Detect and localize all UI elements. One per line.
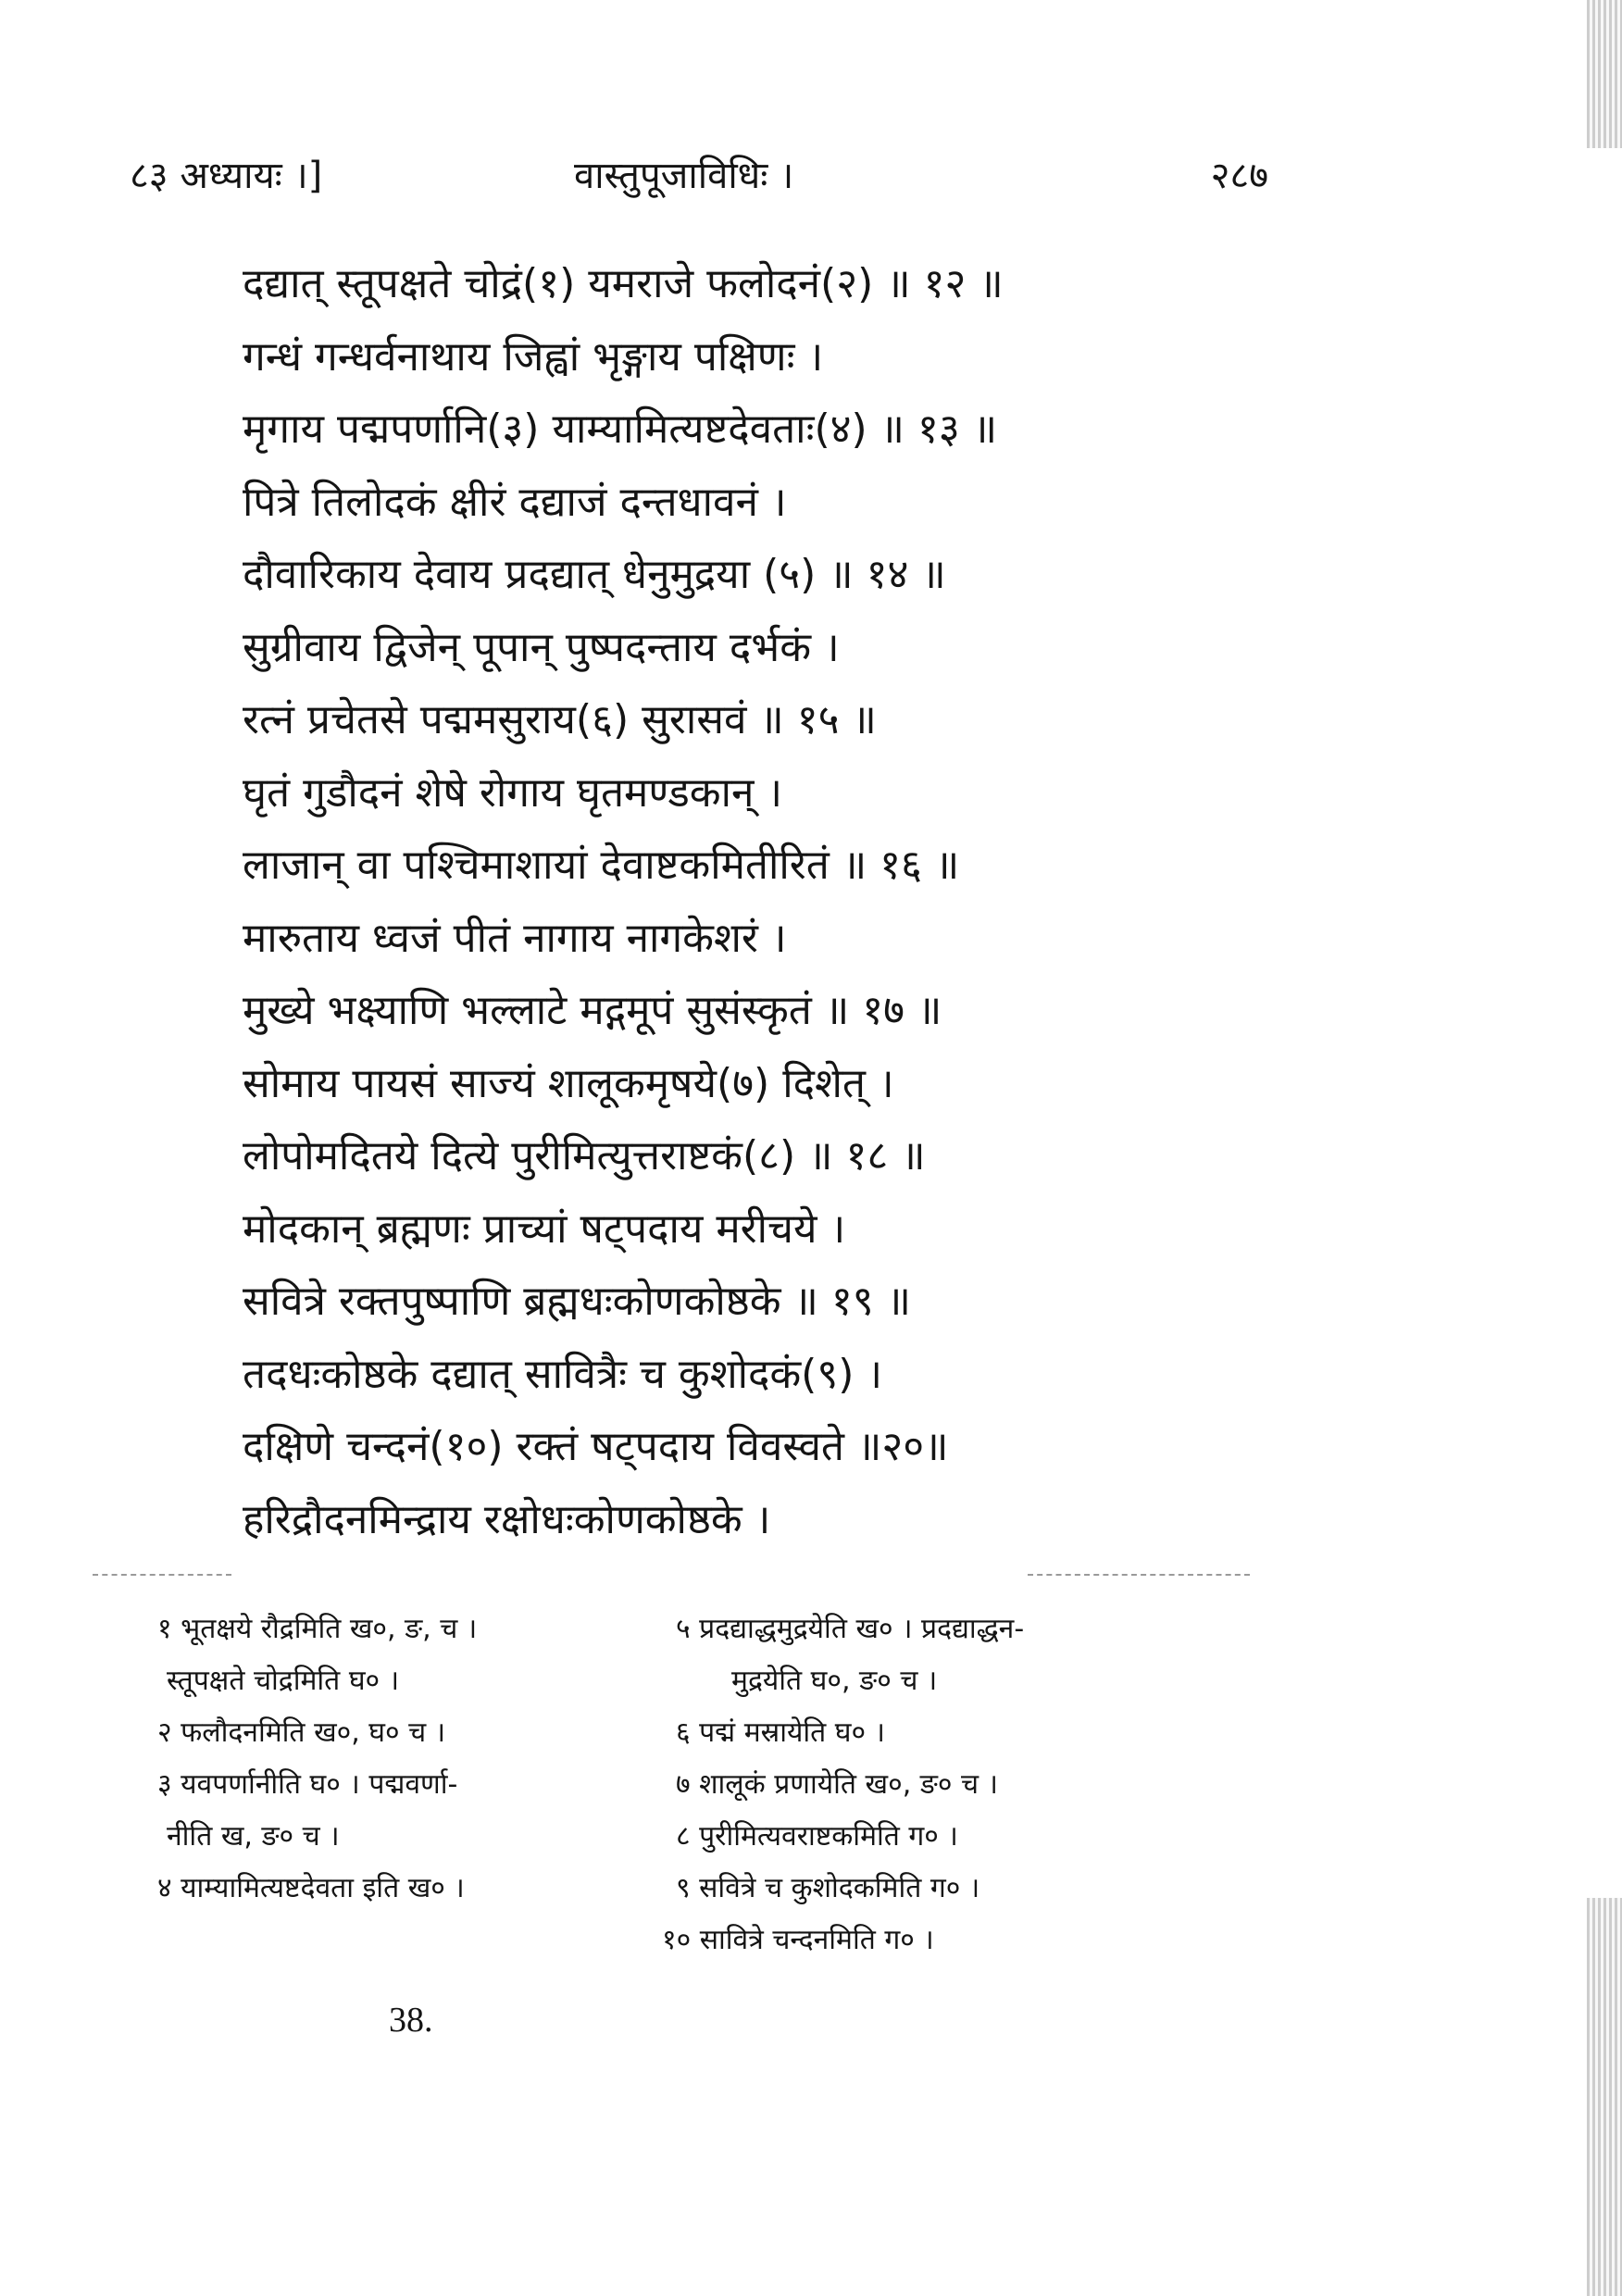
footnote-1: १ भूतक्षये रौद्रमिति ख०, ङ, च । — [157, 1613, 478, 1645]
verse-line: सुग्रीवाय द्विजेन् पूपान् पुष्पदन्ताय दर्भकं । — [243, 623, 840, 671]
verse-line: सवित्रे रक्तपुष्पाणि ब्रह्मधःकोणकोष्ठके ॥ १९ ॥ — [243, 1278, 911, 1325]
footnote-7: ७ शालूकं प्रणायेति ख०, ङ० च । — [676, 1768, 998, 1801]
verse-line: लोपोमदितये दित्ये पुरीमित्युत्तराष्टकं(८) ॥ १८ ॥ — [243, 1132, 926, 1179]
footnote-1-cont: स्तूपक्षते चोद्रमिति घ० । — [167, 1665, 400, 1697]
footnote-5-cont: मुद्रयेति घ०, ङ० च । — [731, 1665, 938, 1697]
running-header — [130, 148, 1268, 204]
footnote-3: ३ यवपर्णानीति घ० । पद्मवर्णा- — [157, 1768, 458, 1801]
verse-line: मारुताय ध्वजं पीतं नागाय नागकेशरं । — [243, 914, 787, 962]
footnote-divider-left — [93, 1574, 231, 1576]
verse-line: मुख्ये भक्ष्याणि भल्लाटे मद्गमूपं सुसंस्कृतं ॥ १७ ॥ — [243, 987, 942, 1034]
page-number-devanagari: २८७ — [1210, 155, 1268, 197]
footnote-2: २ फलौदनमिति ख०, घ० च । — [157, 1716, 446, 1749]
verse-line: सोमाय पायसं साज्यं शालूकमृषये(७) दिशेत् । — [243, 1059, 894, 1107]
footnote-10: १० सावित्रे चन्दनमिति ग० । — [662, 1924, 934, 1956]
verse-line: हरिद्रौदनमिन्द्राय रक्षोधःकोणकोष्ठके । — [243, 1495, 771, 1543]
verse-line: दक्षिणे चन्दनं(१०) रक्तं षट्पदाय विवस्वते ॥२०॥ — [243, 1423, 949, 1470]
footnote-4: ४ याम्यामित्यष्टदेवता इति ख० । — [157, 1872, 465, 1904]
verse-line: तदधःकोष्ठके दद्यात् सावित्रैः च कुशोदकं(९) । — [243, 1350, 883, 1398]
footnote-3-cont: नीति ख, ङ० च । — [167, 1820, 340, 1853]
footnote-9: ९ सवित्रे च कुशोदकमिति ग० । — [676, 1872, 980, 1904]
verse-line: दद्यात् स्तूपक्षते चोद्रं(१) यमराजे फलोदनं(२) ॥ १२ ॥ — [243, 260, 1004, 307]
verse-line: घृतं गुडौदनं शेषे रोगाय घृतमण्डकान् । — [243, 768, 783, 817]
verse-line: लाजान् वा पश्चिमाशायां देवाष्टकमितीरितं ॥ १६ ॥ — [243, 842, 960, 889]
scan-edge-top — [1587, 0, 1622, 148]
verse-line: दौवारिकाय देवाय प्रदद्यात् धेनुमुद्रया (५) ॥ १४ ॥ — [243, 551, 946, 598]
verse-line: रत्नं प्रचेतसे पद्ममसुराय(६) सुरासवं ॥ १५ ॥ — [243, 696, 877, 743]
verse-line: गन्धं गन्धर्वनाथाय जिह्वां भृङ्गाय पक्षिणः । — [243, 332, 824, 381]
scan-edge-bottom — [1587, 1898, 1622, 2296]
footnote-divider-right — [1028, 1574, 1250, 1576]
page-footer-number: 38. — [389, 2001, 433, 2040]
chapter-label: ८३ अध्यायः ।] — [130, 155, 323, 197]
verse-line: मृगाय पद्मपर्णानि(३) याम्यामित्यष्टदेवताः(४) ॥ १३ ॥ — [243, 406, 998, 453]
verse-line: पित्रे तिलोदकं क्षीरं दद्याजं दन्तधावनं । — [243, 478, 787, 526]
verse-line: मोदकान् ब्रह्मणः प्राच्यां षट्पदाय मरीचये । — [243, 1204, 846, 1253]
verse-block — [243, 248, 1279, 1556]
section-title: वास्तुपूजाविधिः । — [574, 155, 794, 197]
footnote-5: ५ प्रदद्याद्धमुद्रयेति ख० । प्रदद्याद्धन- — [676, 1613, 1025, 1645]
footnote-8: ८ पुरीमित्यवराष्टकमिति ग० । — [676, 1820, 958, 1853]
footnote-6: ६ पद्मं मस्रायेति घ० । — [676, 1716, 886, 1749]
